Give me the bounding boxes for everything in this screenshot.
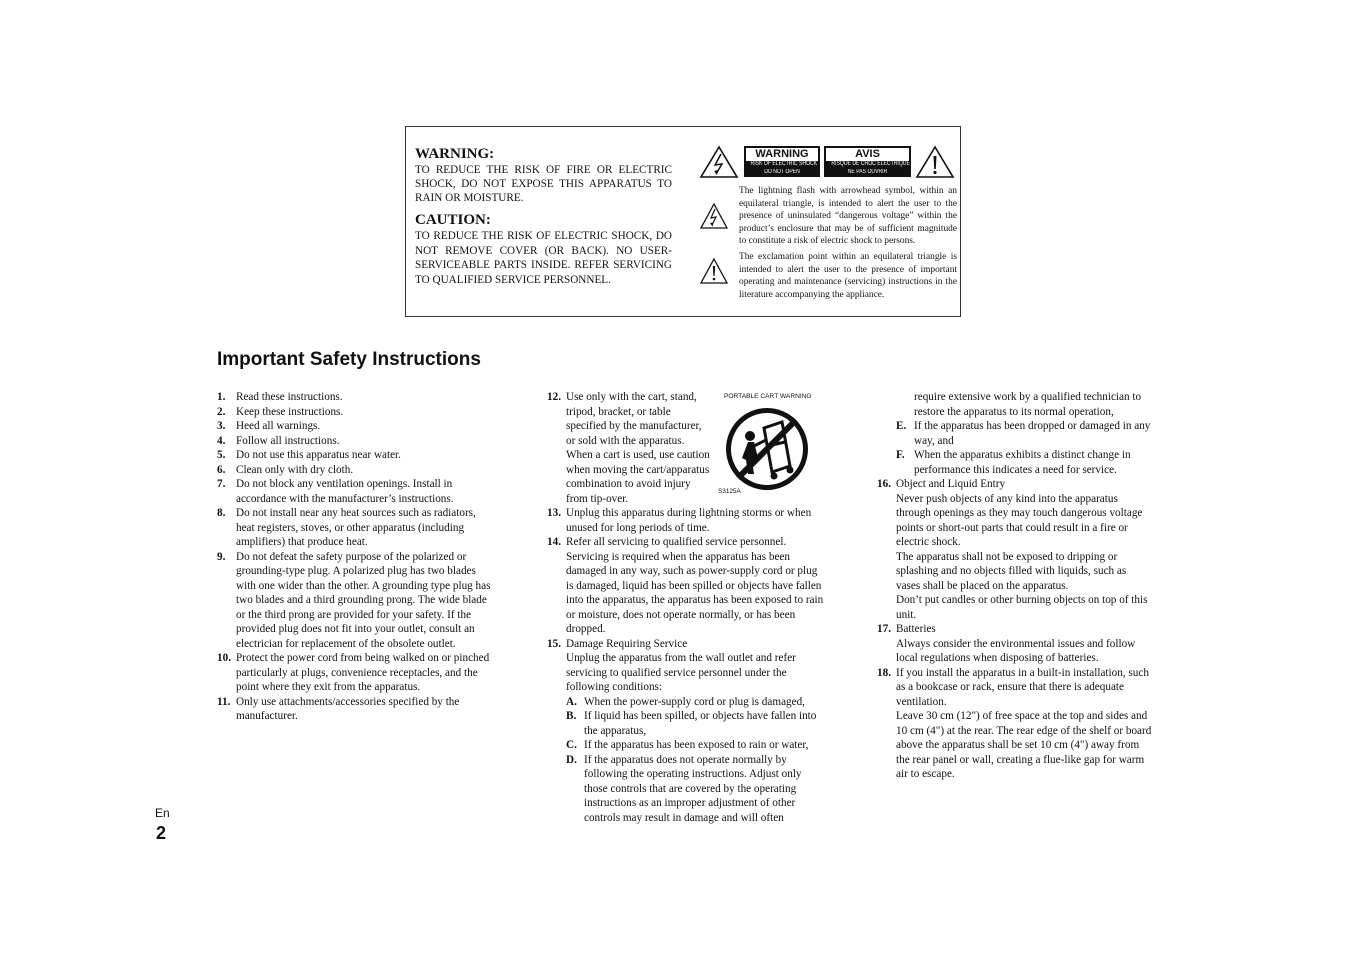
item-text: Follow all instructions. [236,434,340,447]
item-number: 2. [217,405,226,418]
item-number: 4. [217,434,226,447]
avis-label-title: AVIS [826,148,909,161]
list-item [877,622,1152,666]
item-body: The apparatus shall not be exposed to dripping or splashing and no objects filled with liquids, such as vases shall be placed on the apparatus. [896,550,1127,592]
item-text: Refer all servicing to qualified service personnel. Servicing is required when the apparatus has been damaged in any way, such as power-supply cord or plug is damaged, liquid has been spilled or objects have fallen into the apparatus, the apparatus has been exposed to rain or moisture, does not operate normally, or has been dropped. [566,536,824,635]
caution-heading: CAUTION: [415,212,491,228]
list-item [217,506,492,550]
condition-text: If the apparatus has been dropped or damaged in any way, and [914,420,1151,447]
avis-label-line1: RISQUE DE CHOC ELECTRIQUE [831,161,910,167]
condition-item [566,738,827,753]
condition-letter: F. [896,449,905,461]
list-item [217,695,492,724]
item-number: 1. [217,391,226,403]
item-number: 9. [217,550,226,563]
list-item [877,666,1152,782]
condition-text: When the apparatus exhibits a distinct change in performance this indicates a need for service. [914,449,1131,476]
condition-item [566,709,827,738]
item-number: 13. [547,507,561,519]
lightning-triangle-icon [699,202,729,230]
page-language: En [155,806,170,820]
item-body: Don’t put candles or other burning objects on top of this unit. [896,594,1148,621]
list-item [217,434,492,449]
page-number: 2 [156,823,167,843]
item-number: 7. [217,478,226,490]
list-item [547,637,827,826]
warning-heading: WARNING: [415,146,495,162]
condition-item [566,695,827,710]
condition-letter: B. [566,710,577,722]
item-text: Heed all warnings. [236,420,321,432]
item-text: Damage Requiring Service [566,637,688,650]
exclamation-triangle-icon [699,257,729,285]
item-body: Leave 30 cm (12") of free space at the top and sides and 10 cm (4") at the rear. The rear edge of the shelf or board above the apparatus shall be set 10 cm (4") away from the rear panel or wall, creating a flue-like gap for warm air to escape. [896,710,1152,780]
item-number: 12. [547,391,561,403]
item-number: 17. [877,623,891,635]
symbols-panel [699,145,957,301]
page-title: Important Safety Instructions [217,349,481,370]
warning-box [405,126,961,317]
warning-label-title: WARNING [746,148,818,161]
item-number: 16. [877,478,891,490]
list-item [217,419,492,434]
condition-text: When the power-supply cord or plug is damaged, [584,695,805,708]
instructions-column-3 [877,390,1152,782]
cart-figure-code: S3125A [718,488,741,495]
lightning-triangle-icon [699,145,739,179]
condition-item [896,419,1152,448]
instructions-column-1 [217,390,492,724]
list-item [217,463,492,478]
list-item [217,448,492,463]
list-item [547,390,711,506]
item-number: 3. [217,420,226,432]
warning-label-plate [744,146,820,177]
condition-letter: D. [566,753,577,766]
list-item [877,477,1152,622]
instructions-column-2 [547,390,827,825]
item-number: 18. [877,666,891,679]
exclamation-explanation-text: The exclamation point within an equilateral triangle is intended to alert the user to the presence of important operating and maintenance (servicing) instructions in the literature accompanying the appliance. [739,251,957,300]
item-number: 5. [217,449,226,461]
item-text: Read these instructions. [236,391,343,403]
warning-text: TO REDUCE THE RISK OF FIRE OR ELECTRIC SHOCK, DO NOT EXPOSE THIS APPARATUS TO RAIN OR MOISTURE. [415,164,672,204]
caution-text: TO REDUCE THE RISK OF ELECTRIC SHOCK, DO NOT REMOVE COVER (OR BACK). NO USER-SERVICEABLE PARTS INSIDE. REFER SERVICING TO QUALIFIED SERVICE PERSONNEL. [415,230,672,286]
condition-text: If the apparatus does not operate normally by following the operating instructions. Adjust only those controls that are covered by the operating instructions as an improper adjustment of other controls may result in damage and will often [584,753,802,824]
condition-text: If the apparatus has been exposed to rain or water, [584,739,809,751]
condition-letter: C. [566,739,577,751]
item-text: Clean only with dry cloth. [236,463,354,476]
item-text: Object and Liquid Entry [896,478,1006,490]
condition-item [566,753,827,826]
item-number: 10. [217,652,231,664]
item-text: Keep these instructions. [236,405,344,418]
item-body: Unplug the apparatus from the wall outlet and refer servicing to qualified service personnel under the following conditions: [566,652,796,693]
list-item [547,506,827,535]
lightning-explanation [699,185,957,248]
exclamation-triangle-icon [915,145,955,179]
list-item [217,550,492,652]
avis-label-plate [824,146,911,177]
condition-continuation: require extensive work by a qualified technician to restore the apparatus to its normal operation, [914,391,1142,418]
item-text: Do not block any ventilation openings. Install in accordance with the manufacturer’s instructions. [236,478,454,505]
warning-label-line2: DO NOT OPEN [764,168,800,175]
list-item [217,477,492,506]
item-number: 15. [547,637,561,650]
lightning-explanation-text: The lightning flash with arrowhead symbol, within an equilateral triangle, is intended to alert the user to the presence of uninsulated “dangerous voltage” within the product’s enclosure that may be of sufficient magnitude to constitute a risk of electric shock to persons. [739,186,957,247]
item-text: Unplug this apparatus during lightning storms or when unused for long periods of time. [566,507,812,534]
item-number: 6. [217,463,226,476]
list-item [217,651,492,695]
item-text: Protect the power cord from being walked on or pinched particularly at plugs, convenience receptacles, and the point where they exit from the apparatus. [236,652,490,693]
cart-figure-caption: PORTABLE CART WARNING [724,393,812,400]
list-item [217,405,492,420]
exclamation-explanation [699,251,957,301]
item-text: Batteries [896,623,936,635]
item-text: Use only with the cart, stand, tripod, bracket, or table specified by the manufacturer, or sold with the apparatus. When a cart is used, use caution when moving the cart/apparatus combination to avoid injury from tip-over. [566,391,710,505]
item-text: Only use attachments/accessories specified by the manufacturer. [236,695,460,722]
condition-item [896,448,1152,477]
item-body: Always consider the environmental issues and follow local regulations when disposing of batteries. [896,637,1136,664]
list-item [547,535,827,637]
warning-label-row [699,145,957,181]
avis-label-line2: NE PAS OUVRIR [847,168,888,175]
item-number: 8. [217,507,226,519]
item-text: Do not install near any heat sources such as radiators, heat registers, stoves, or other apparatus (including amplifiers) that produce heat. [236,507,476,548]
item-text: Do not use this apparatus near water. [236,449,401,461]
warning-caution-text [415,147,672,287]
condition-letter: A. [566,695,577,708]
item-number: 11. [217,695,231,708]
condition-letter: E. [896,420,907,432]
item-text: Do not defeat the safety purpose of the polarized or grounding-type plug. A polarized plug has two blades with one wider than the other. A grounding type plug has two blades and a third grounding prong. The wide blade or the third prong are provided for your safety. If the provided plug does not fit into your outlet, consult an electrician for replacement of the obsolete outlet. [236,550,491,650]
list-item [217,390,492,405]
item-body: Never push objects of any kind into the apparatus through openings as they may touch dangerous voltage points or short-out parts that could result in a fire or electric shock. [896,492,1143,548]
item-text: If you install the apparatus in a built-in installation, such as a bookcase or rack, ensure that there is adequate ventilation. [896,666,1149,708]
condition-text: If liquid has been spilled, or objects have fallen into the apparatus, [584,710,817,737]
item-number: 14. [547,536,561,548]
warning-label-line1: RISK OF ELECTRIC SHOCK [750,161,818,167]
